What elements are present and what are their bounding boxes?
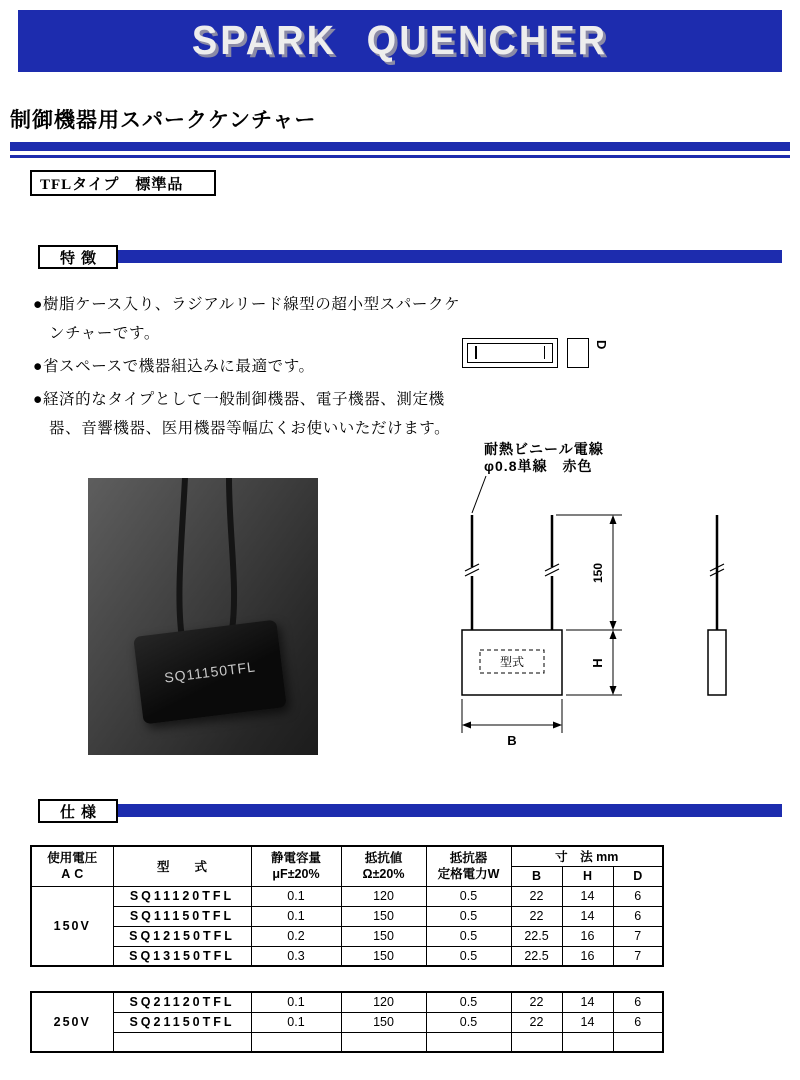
dim-h-arrow-top: [610, 630, 617, 639]
features-section-bar: [116, 250, 782, 263]
type-label-box: TFLタイプ 標準品: [30, 170, 216, 196]
model-cell: SQ21150TFL: [113, 1012, 251, 1032]
header-dimensions: 寸 法 mm: [511, 846, 663, 866]
dimension-d-label: D: [594, 340, 609, 350]
capacitance-cell: 0.1: [251, 886, 341, 906]
model-box-label: 型式: [499, 655, 525, 669]
model-cell: SQ12150TFL: [113, 926, 251, 946]
dim-b-cell: 22.5: [511, 946, 562, 966]
model-cell: SQ11120TFL: [113, 886, 251, 906]
wire-note-line1: 耐熱ビニール電線: [484, 441, 604, 457]
component-body: [133, 620, 287, 725]
page-title: 制御機器用スパークケンチャー: [10, 109, 317, 132]
table-row: [31, 946, 663, 966]
resistance-cell: 120: [341, 886, 426, 906]
header-dim-h: H: [562, 866, 613, 886]
dim-150-arrow-top: [610, 515, 617, 524]
resistance-cell: [341, 1032, 426, 1052]
header-dim-d: D: [613, 866, 663, 886]
dimension-drawing: [450, 440, 760, 765]
header-voltage-line1: 使用電圧: [47, 851, 98, 866]
model-cell: SQ11150TFL: [113, 906, 251, 926]
dim-b-arrow-left: [462, 722, 471, 729]
side-body-outline: [708, 630, 726, 695]
header-voltage-line2: AC: [61, 867, 88, 882]
header-power-line2: 定格電力W: [437, 867, 500, 882]
divider-bar-thin: [10, 155, 790, 158]
resistance-cell: 150: [341, 946, 426, 966]
header-capacitance-line2: μF±20%: [272, 867, 320, 882]
dim-h-cell: 14: [562, 992, 613, 1012]
resistance-cell: 150: [341, 906, 426, 926]
side-profile-outline: [567, 338, 589, 368]
capacitance-cell: 0.1: [251, 906, 341, 926]
resistance-cell: 150: [341, 1012, 426, 1032]
feature-item: ●経済的なタイプとして一般制御機器、電子機器、測定機器、音響機器、医用機器等幅広くお使いいただけます。: [33, 391, 451, 437]
table-row-empty: [31, 1032, 663, 1052]
dim-d-cell: 7: [613, 926, 663, 946]
dim-d-cell: 6: [613, 906, 663, 926]
header-capacitance: [251, 846, 341, 886]
wire-right: [229, 478, 234, 630]
power-cell: 0.5: [426, 992, 511, 1012]
dim-b-arrow-right: [553, 722, 562, 729]
top-view-inner: [467, 343, 553, 363]
spec-table-150v: [30, 845, 664, 967]
dim-d-cell: 6: [613, 992, 663, 1012]
model-cell: SQ13150TFL: [113, 946, 251, 966]
dim-b-label: B: [507, 733, 517, 748]
resistance-cell: 120: [341, 992, 426, 1012]
header-resistance: [341, 846, 426, 886]
dim-d-cell: 7: [613, 946, 663, 966]
product-title: SPARK QUENCHER: [191, 17, 609, 64]
voltage-cell: 150V: [31, 886, 113, 966]
power-cell: [426, 1032, 511, 1052]
dim-150-label: 150: [591, 562, 605, 584]
table-row: [31, 906, 663, 926]
top-view-outline: [462, 338, 558, 368]
dim-b-cell: 22: [511, 1012, 562, 1032]
capacitance-cell: 0.1: [251, 992, 341, 1012]
component-marking: SQ11150TFL: [163, 658, 257, 686]
power-cell: 0.5: [426, 906, 511, 926]
dim-h-label: H: [590, 658, 605, 668]
header-dim-b: B: [511, 866, 562, 886]
header-power-line1: 抵抗器: [449, 851, 488, 866]
dim-h-cell: 14: [562, 886, 613, 906]
dim-h-cell: 16: [562, 926, 613, 946]
voltage-cell: 250V: [31, 992, 113, 1052]
dim-150-arrow-bottom: [610, 621, 617, 630]
features-section-label: 特徴: [38, 245, 118, 269]
divider-bar-thick: [10, 142, 790, 151]
lead-mark-left: [475, 346, 477, 359]
power-cell: 0.5: [426, 946, 511, 966]
header-power: [426, 846, 511, 886]
capacitance-cell: 0.3: [251, 946, 341, 966]
lead-mark-right: [544, 346, 546, 359]
dim-d-cell: 6: [613, 886, 663, 906]
model-cell: [113, 1032, 251, 1052]
capacitance-cell: 0.2: [251, 926, 341, 946]
note-pointer-line: [472, 476, 486, 513]
dim-h-cell: 16: [562, 946, 613, 966]
header-model: 型 式: [113, 846, 251, 886]
header-voltage: [31, 846, 113, 886]
wire-left: [179, 478, 185, 638]
table-row: [31, 926, 663, 946]
power-cell: 0.5: [426, 1012, 511, 1032]
header-resistance-line2: Ω±20%: [362, 867, 405, 882]
dim-h-cell: 14: [562, 906, 613, 926]
power-cell: 0.5: [426, 886, 511, 906]
spec-header-row: [31, 846, 663, 866]
features-list: [33, 290, 469, 447]
header-resistance-line1: 抵抗値: [364, 851, 403, 866]
dim-h-cell: [562, 1032, 613, 1052]
dim-h-arrow-bottom: [610, 686, 617, 695]
header-capacitance-line1: 静電容量: [270, 851, 321, 866]
model-cell: SQ21120TFL: [113, 992, 251, 1012]
table-row: [31, 992, 663, 1012]
dim-h-cell: 14: [562, 1012, 613, 1032]
resistance-cell: 150: [341, 926, 426, 946]
capacitance-cell: [251, 1032, 341, 1052]
dim-b-cell: 22: [511, 992, 562, 1012]
capacitance-cell: 0.1: [251, 1012, 341, 1032]
dim-d-cell: [613, 1032, 663, 1052]
power-cell: 0.5: [426, 926, 511, 946]
table-row: [31, 1012, 663, 1032]
title-banner: [18, 10, 782, 72]
table-row: [31, 886, 663, 906]
product-photo: [88, 478, 318, 755]
feature-item: ●省スペースで機器組込みに最適です。: [33, 358, 315, 375]
feature-item: ●樹脂ケース入り、ラジアルリード線型の超小型スパークケンチャーです。: [33, 296, 461, 342]
spec-section-bar: [116, 804, 782, 817]
dim-b-cell: 22: [511, 886, 562, 906]
dim-b-cell: [511, 1032, 562, 1052]
dim-d-cell: 6: [613, 1012, 663, 1032]
spec-section-label: 仕様: [38, 799, 118, 823]
extension-lines: [462, 515, 622, 733]
dim-b-cell: 22: [511, 906, 562, 926]
wire-note-line2: φ0.8単線 赤色: [484, 458, 593, 474]
spec-table-250v: [30, 991, 664, 1053]
dim-b-cell: 22.5: [511, 926, 562, 946]
